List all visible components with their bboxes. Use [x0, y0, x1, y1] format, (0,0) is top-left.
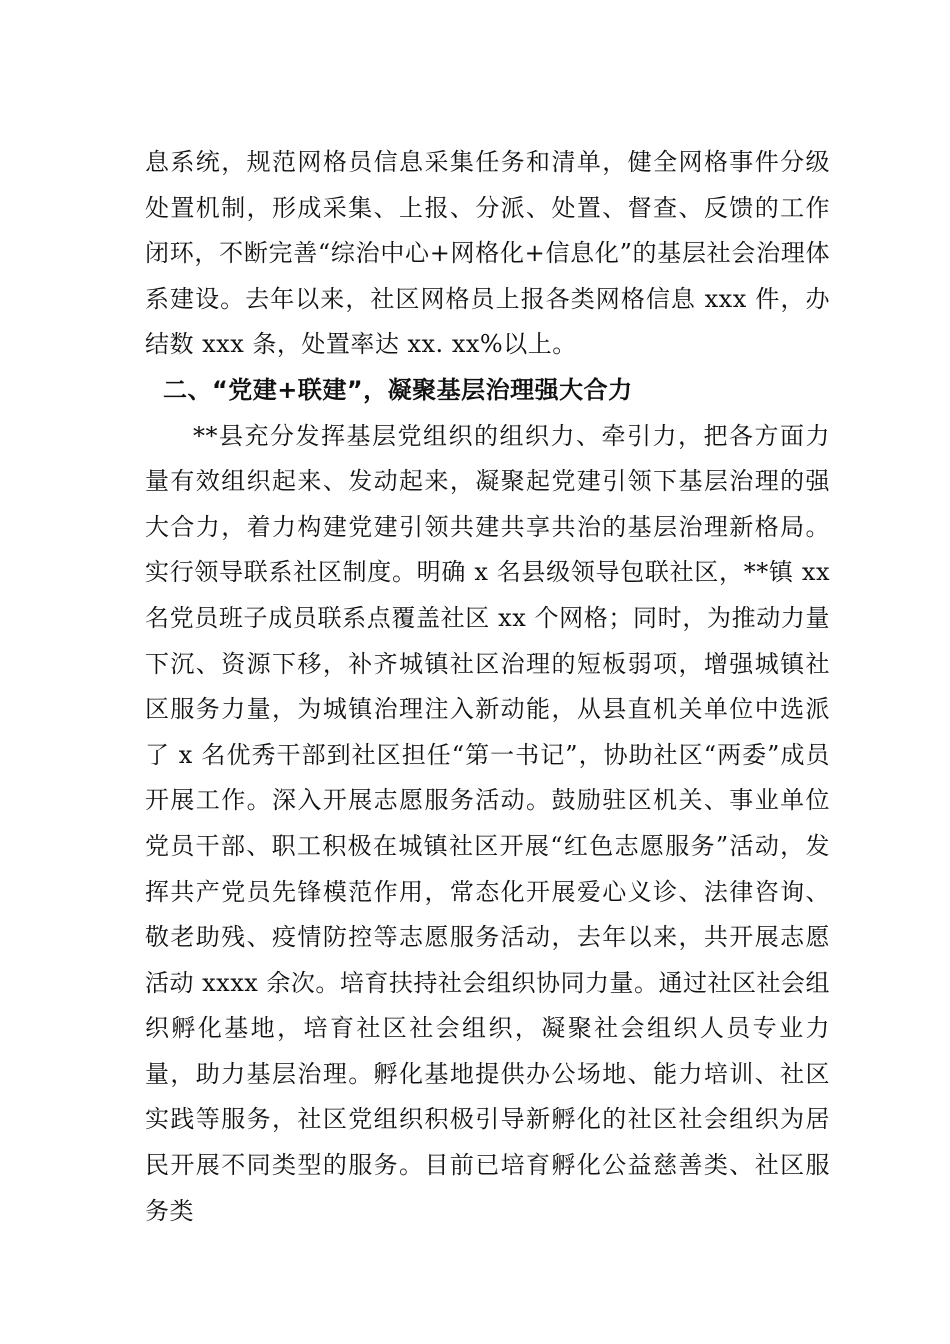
section-heading: 二、“党建+联建”，凝聚基层治理强大合力: [163, 375, 633, 404]
paragraph-continued: 息系统，规范网格员信息采集任务和清单，健全网格事件分级处置机制，形成采集、上报、分派、处置、督查、反馈的工作闭环，不断完善“综治中心+网格化+信息化”的基层社会治理体系建设。去年以来，社区网格员上报各类网格信息 xxx 件，办结数 xxx 条，处置率达 xx. xx%以上。: [145, 148, 830, 359]
paragraph-party-building: **县充分发挥基层党组织的组织力、牵引力，把各方面力量有效组织起来、发动起来，凝聚起党建引领下基层治理的强大合力，着力构建党建引领共建共享共治的基层治理新格局。实行领导联系社区制度。明确 x 名县级领导包联社区，**镇 xx 名党员班子成员联系点覆盖社区 xx 个网格；同时，为推动力量下沉、资源下移，补齐城镇社区治理的短板弱项，增强城镇社区服务力量，为城镇治理注入新动能，从县直机关单位中选派了 x 名优秀干部到社区担任“第一书记”，协助社区“两委”成员开展工作。深入开展志愿服务活动。鼓励驻区机关、事业单位党员干部、职工积极在城镇社区开展“红色志愿服务”活动，发挥共产党员先锋模范作用，常态化开展爱心义诊、法律咨询、敬老助残、疫情防控等志愿服务活动，去年以来，共开展志愿活动 xxxx 余次。培育扶持社会组织协同力量。通过社区社会组织孵化基地，培育社区社会组织，凝聚社会组织人员专业力量，助力基层治理。孵化基地提供办公场地、能力培训、社区实践等服务，社区党组织积极引导新孵化的社区社会组织为居民开展不同类型的服务。目前已培育孵化公益慈善类、社区服务类: [145, 421, 830, 1225]
document-body: [145, 140, 830, 1234]
